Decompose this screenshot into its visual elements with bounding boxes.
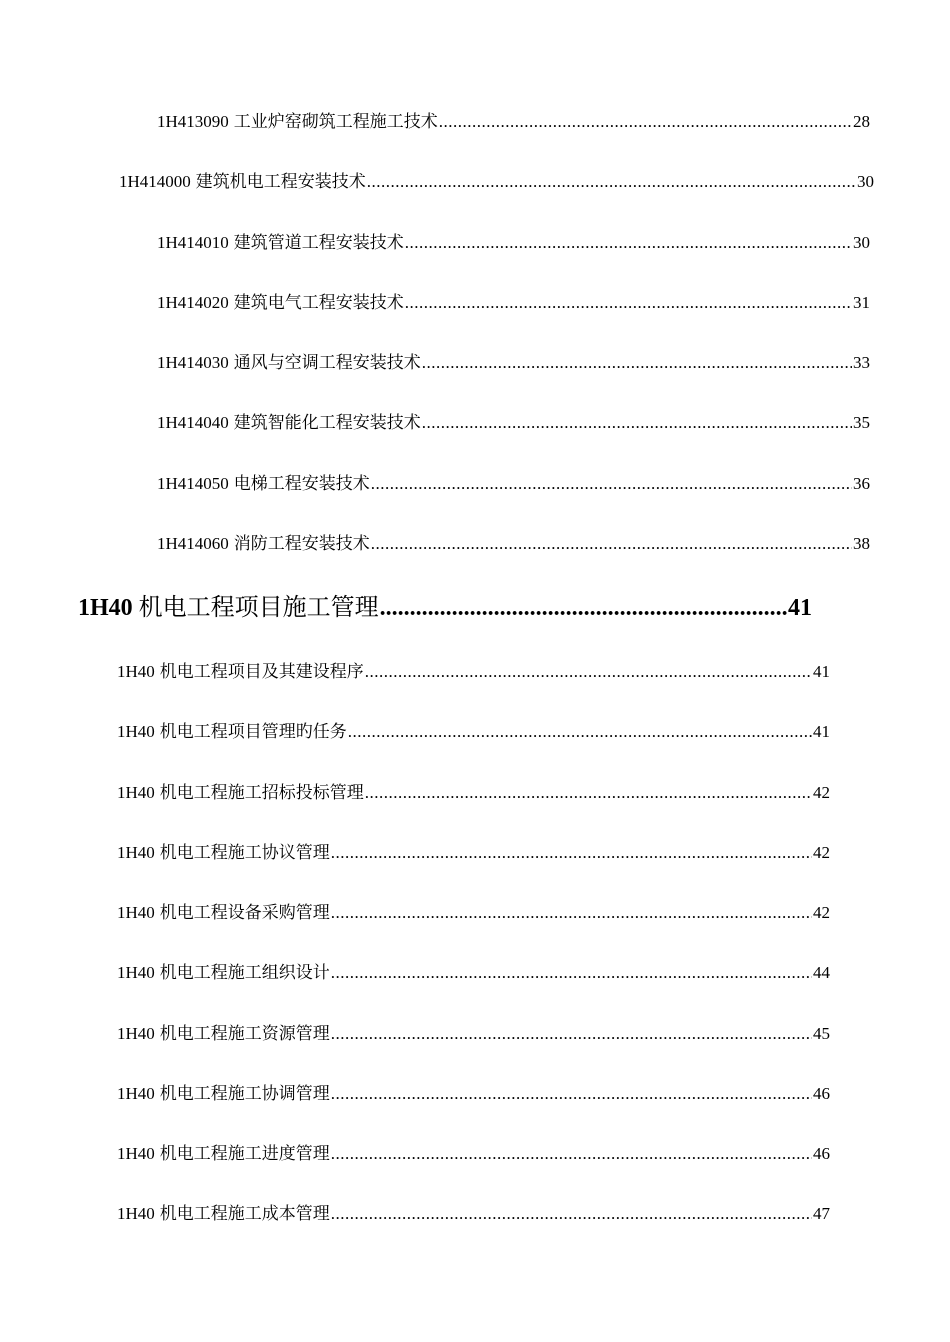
toc-entry-title: 建筑智能化工程安装技术 — [233, 413, 421, 432]
toc-entry[interactable] — [117, 902, 830, 924]
dot-leader — [380, 593, 787, 623]
toc-entry-page: 42 — [813, 903, 830, 922]
toc-entry[interactable] — [117, 721, 830, 743]
dot-leader — [365, 661, 812, 683]
toc-entry-page: 41 — [813, 722, 830, 741]
toc-entry-page: 45 — [813, 1024, 830, 1043]
dot-leader — [422, 412, 852, 434]
toc-entry[interactable] — [117, 1143, 830, 1165]
toc-entry-code: 1H414060 — [157, 534, 229, 553]
dot-leader — [367, 171, 856, 193]
toc-entry-title: 消防工程安装技术 — [233, 534, 370, 553]
dot-leader — [422, 352, 852, 374]
dot-leader — [405, 292, 852, 314]
toc-entry-page: 41 — [788, 595, 812, 621]
toc-entry-code: 1H40 — [117, 1084, 155, 1103]
toc-entry[interactable] — [117, 1083, 830, 1105]
toc-entry-title: 机电工程施工资源管理 — [159, 1024, 330, 1043]
toc-entry-title: 机电工程施工招标投标管理 — [159, 783, 364, 802]
dot-leader — [331, 962, 812, 984]
toc-entry-code: 1H414010 — [157, 233, 229, 252]
dot-leader — [331, 1203, 812, 1225]
toc-entry-code: 1H413090 — [157, 112, 229, 131]
toc-entry-code: 1H414020 — [157, 293, 229, 312]
toc-entry[interactable] — [157, 232, 870, 254]
toc-entry-page: 28 — [853, 112, 870, 131]
toc-entry-title: 机电工程施工组织设计 — [159, 963, 330, 982]
toc-entry[interactable] — [157, 473, 870, 495]
toc-entry-code: 1H40 — [117, 662, 155, 681]
dot-leader — [348, 721, 812, 743]
toc-entry-code: 1H40 — [117, 722, 155, 741]
toc-entry-page: 46 — [813, 1144, 830, 1163]
toc-entry-title: 机电工程项目施工管理 — [138, 595, 379, 621]
toc-entry[interactable] — [117, 842, 830, 864]
toc-entry-page: 33 — [853, 353, 870, 372]
toc-entry-page: 31 — [853, 293, 870, 312]
toc-entry-page: 42 — [813, 783, 830, 802]
toc-entry-code: 1H40 — [117, 903, 155, 922]
toc-entry-page: 30 — [853, 233, 870, 252]
toc-entry[interactable] — [157, 533, 870, 555]
toc-entry-page: 42 — [813, 843, 830, 862]
toc-entry-code: 1H414050 — [157, 474, 229, 493]
toc-entry-code: 1H40 — [117, 843, 155, 862]
dot-leader — [371, 473, 852, 495]
toc-entry-page: 47 — [813, 1204, 830, 1223]
toc-entry-title: 机电工程项目及其建设程序 — [159, 662, 364, 681]
toc-entry-page: 30 — [857, 172, 874, 191]
toc-entry-page: 35 — [853, 413, 870, 432]
toc-entry-code: 1H40 — [117, 1204, 155, 1223]
toc-entry-page: 36 — [853, 474, 870, 493]
toc-entry-code: 1H40 — [78, 595, 133, 621]
toc-entry-page: 41 — [813, 662, 830, 681]
toc-entry-code: 1H414040 — [157, 413, 229, 432]
toc-entry[interactable] — [117, 782, 830, 804]
toc-entry-title: 工业炉窑砌筑工程施工技术 — [233, 112, 438, 131]
toc-entry-title: 通风与空调工程安装技术 — [233, 353, 421, 372]
toc-entry-code: 1H40 — [117, 783, 155, 802]
toc-entry-title: 机电工程施工协调管理 — [159, 1084, 330, 1103]
toc-entry[interactable] — [119, 171, 874, 193]
toc-entry-code: 1H414000 — [119, 172, 191, 191]
toc-entry-code: 1H40 — [117, 1024, 155, 1043]
toc-entry-code: 1H40 — [117, 1144, 155, 1163]
dot-leader — [365, 782, 812, 804]
toc-entry-page: 46 — [813, 1084, 830, 1103]
toc-entry[interactable] — [117, 962, 830, 984]
toc-entry-code: 1H414030 — [157, 353, 229, 372]
toc-entry-title: 机电工程施工协议管理 — [159, 843, 330, 862]
toc-entry-title: 建筑机电工程安装技术 — [195, 172, 366, 191]
toc-entry-title: 机电工程项目管理旳任务 — [159, 722, 347, 741]
toc-entry-title: 机电工程施工成本管理 — [159, 1204, 330, 1223]
toc-entry-title: 机电工程施工进度管理 — [159, 1144, 330, 1163]
toc-entry-title: 建筑电气工程安装技术 — [233, 293, 404, 312]
toc-entry[interactable] — [117, 661, 830, 683]
dot-leader — [405, 232, 852, 254]
toc-entry[interactable] — [157, 292, 870, 314]
dot-leader — [331, 902, 812, 924]
toc-entry-title: 电梯工程安装技术 — [233, 474, 370, 493]
dot-leader — [439, 111, 852, 133]
toc-entry-title: 建筑管道工程安装技术 — [233, 233, 404, 252]
toc-entry[interactable] — [157, 111, 870, 133]
dot-leader — [331, 1083, 812, 1105]
toc-entry-page: 44 — [813, 963, 830, 982]
toc-entry-title: 机电工程设备采购管理 — [159, 903, 330, 922]
toc-entry-page: 38 — [853, 534, 870, 553]
toc-heading-entry[interactable] — [78, 593, 812, 623]
toc-entry[interactable] — [157, 412, 870, 434]
toc-entry[interactable] — [117, 1023, 830, 1045]
toc-entry-code: 1H40 — [117, 963, 155, 982]
toc-entry[interactable] — [157, 352, 870, 374]
dot-leader — [371, 533, 852, 555]
toc-entry[interactable] — [117, 1203, 830, 1225]
dot-leader — [331, 1143, 812, 1165]
dot-leader — [331, 1023, 812, 1045]
dot-leader — [331, 842, 812, 864]
